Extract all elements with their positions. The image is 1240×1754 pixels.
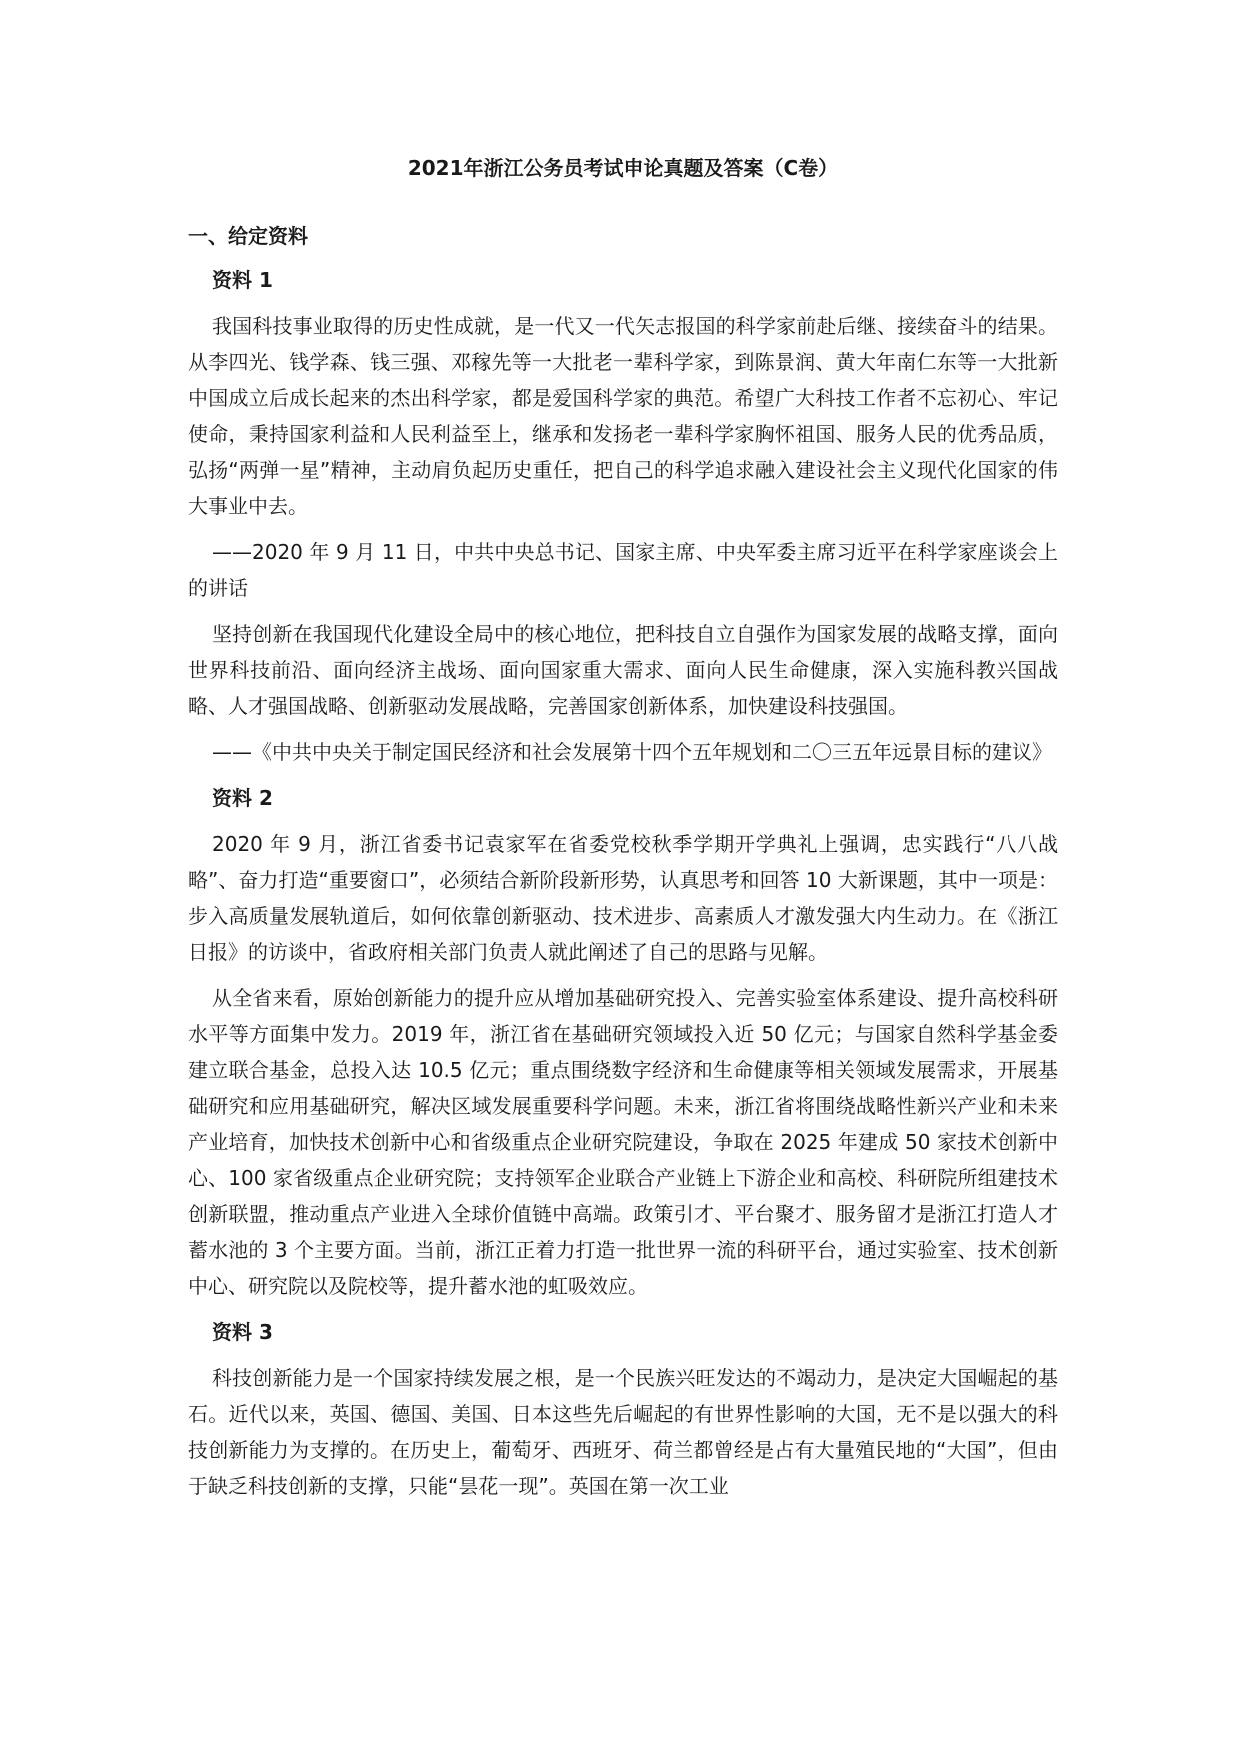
quote-source: ——2020 年 9 月 11 日，中共中央总书记、国家主席、中央军委主席习近平在科学家座谈会上的讲话 <box>188 540 1058 600</box>
material-3 <box>188 1314 1058 1504</box>
material-paragraph: 2020 年 9 月，浙江省委书记袁家军在省委党校秋季学期开学典礼上强调，忠实践行“八八战略”、奋力打造“重要窗口”，必须结合新阶段新形势，认真思考和回答 10 大新课题，其中一项是：步入高质量发展轨道后，如何依靠创新驱动、技术进步、高素质人才激发强大内生动力。在《浙江日报》的访谈中，省政府相关部门负责人就此阐述了自己的思路与见解。 <box>188 832 1058 964</box>
document-page <box>188 150 1058 1514</box>
section-heading-given-materials: 一、给定资料 <box>188 224 308 248</box>
material-paragraph: 从全省来看，原始创新能力的提升应从增加基础研究投入、完善实验室体系建设、提升高校科研水平等方面集中发力。2019 年，浙江省在基础研究领域投入近 50 亿元；与国家自然科学基金委建立联合基金，总投入达 10.5 亿元；重点围绕数字经济和生命健康等相关领域发展需求，开展基础研究和应用基础研究，解决区域发展重要科学问题。未来，浙江省将围绕战略性新兴产业和未来产业培育，加快技术创新中心和省级重点企业研究院建设，争取在 2025 年建成 50 家技术创新中心、100 家省级重点企业研究院；支持领军企业联合产业链上下游企业和高校、科研院所组建技术创新联盟，推动重点产业进入全球价值链中高端。政策引才、平台聚才、服务留才是浙江打造人才蓄水池的 3 个主要方面。当前，浙江正着力打造一批世界一流的科研平台，通过实验室、技术创新中心、研究院以及院校等，提升蓄水池的虹吸效应。 <box>188 986 1058 1298</box>
material-paragraph: 我国科技事业取得的历史性成就，是一代又一代矢志报国的科学家前赴后继、接续奋斗的结果。从李四光、钱学森、钱三强、邓稼先等一大批老一辈科学家，到陈景润、黄大年南仁东等一大批新中国成立后成长起来的杰出科学家，都是爱国科学家的典范。希望广大科技工作者不忘初心、牢记使命，秉持国家利益和人民利益至上，继承和发扬老一辈科学家胸怀祖国、服务人民的优秀品质，弘扬“两弹一星”精神，主动肩负起历史重任，把自己的科学追求融入建设社会主义现代化国家的伟大事业中去。 <box>188 314 1058 518</box>
material-1 <box>188 262 1058 770</box>
document-title: 2021年浙江公务员考试申论真题及答案（C卷） <box>407 156 839 180</box>
material-heading: 资料 2 <box>212 786 273 810</box>
quote-source: ——《中共中央关于制定国民经济和社会发展第十四个五年规划和二〇三五年远景目标的建议》 <box>212 740 1052 764</box>
material-heading: 资料 1 <box>212 268 273 292</box>
material-2 <box>188 780 1058 1304</box>
material-heading: 资料 3 <box>212 1320 273 1344</box>
material-paragraph: 科技创新能力是一个国家持续发展之根，是一个民族兴旺发达的不竭动力，是决定大国崛起的基石。近代以来，英国、德国、美国、日本这些先后崛起的有世界性影响的大国，无不是以强大的科技创新能力为支撑的。在历史上，葡萄牙、西班牙、荷兰都曾经是占有大量殖民地的“大国”，但由于缺乏科技创新的支撑，只能“昙花一现”。英国在第一次工业 <box>188 1366 1058 1498</box>
material-paragraph: 坚持创新在我国现代化建设全局中的核心地位，把科技自立自强作为国家发展的战略支撑，面向世界科技前沿、面向经济主战场、面向国家重大需求、面向人民生命健康，深入实施科教兴国战略、人才强国战略、创新驱动发展战略，完善国家创新体系，加快建设科技强国。 <box>188 622 1058 718</box>
